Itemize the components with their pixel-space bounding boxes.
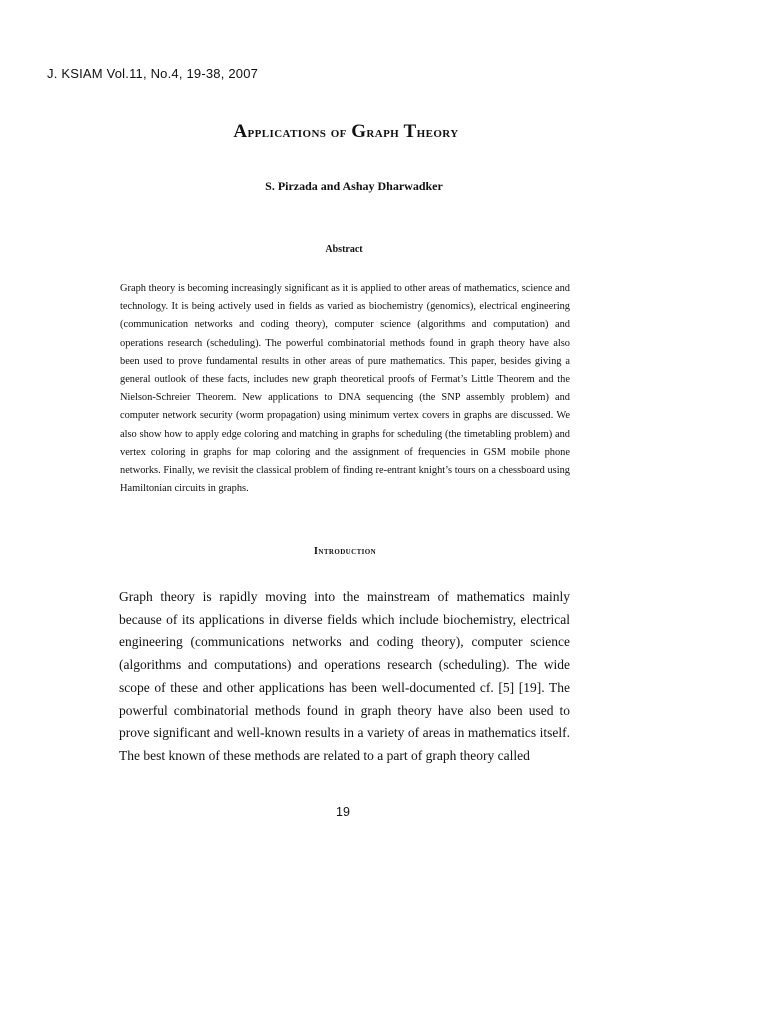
paper-title xyxy=(0,121,692,143)
title-letter-3: T xyxy=(403,121,417,142)
page-number: 19 xyxy=(336,805,350,819)
title-part-3: heory xyxy=(416,124,459,141)
abstract-body: Graph theory is becoming increasingly significant as it is applied to other areas of mathematics, science and technology. It is being actively used in fields as varied as biochemistry (genomics), electrical engineering (communication networks and coding theory), computer science (algorithms and computation) and operations research (scheduling). The powerful combinatorial methods found in graph theory have also been used to prove fundamental results in other areas of pure mathematics. This paper, besides giving a general outlook of these facts, includes new graph theoretical proofs of Fermat’s Little Theorem and the Nielson-Schreier Theorem. New applications to DNA sequencing (the SNP assembly problem) and computer network security (worm propagation) using minimum vertex covers in graphs are discussed. We also show how to apply edge coloring and matching in graphs for scheduling (the timetabling problem) and vertex coloring in graphs for map coloring and the assignment of frequencies in GSM mobile phone networks. Finally, we revisit the classical problem of finding re-entrant knight’s tours on a chessboard using Hamiltonian circuits in graphs. xyxy=(120,283,570,495)
authors: S. Pirzada and Ashay Dharwadker xyxy=(265,179,443,193)
abstract-heading: Abstract xyxy=(325,244,363,255)
title-part-2: raph xyxy=(366,124,404,141)
introduction-heading: Introduction xyxy=(313,546,377,557)
title-part-1: pplications of xyxy=(247,124,352,141)
journal-header: J. KSIAM Vol.11, No.4, 19-38, 2007 xyxy=(47,66,259,81)
introduction-body: Graph theory is rapidly moving into the mainstream of mathematics mainly because of its applications in diverse fields which include biochemistry, electrical engineering (communications networks and coding theory), computer science (algorithms and computations) and operations research (scheduling). The wide scope of these and other applications has been well-documented cf. [5] [19]. The powerful combinatorial methods found in graph theory have also been used to prove significant and well-known results in a variety of areas in mathematics itself. The best known of these methods are related to a part of graph theory called xyxy=(119,589,570,763)
title-letter-1: A xyxy=(233,121,248,142)
title-letter-2: G xyxy=(351,121,367,142)
